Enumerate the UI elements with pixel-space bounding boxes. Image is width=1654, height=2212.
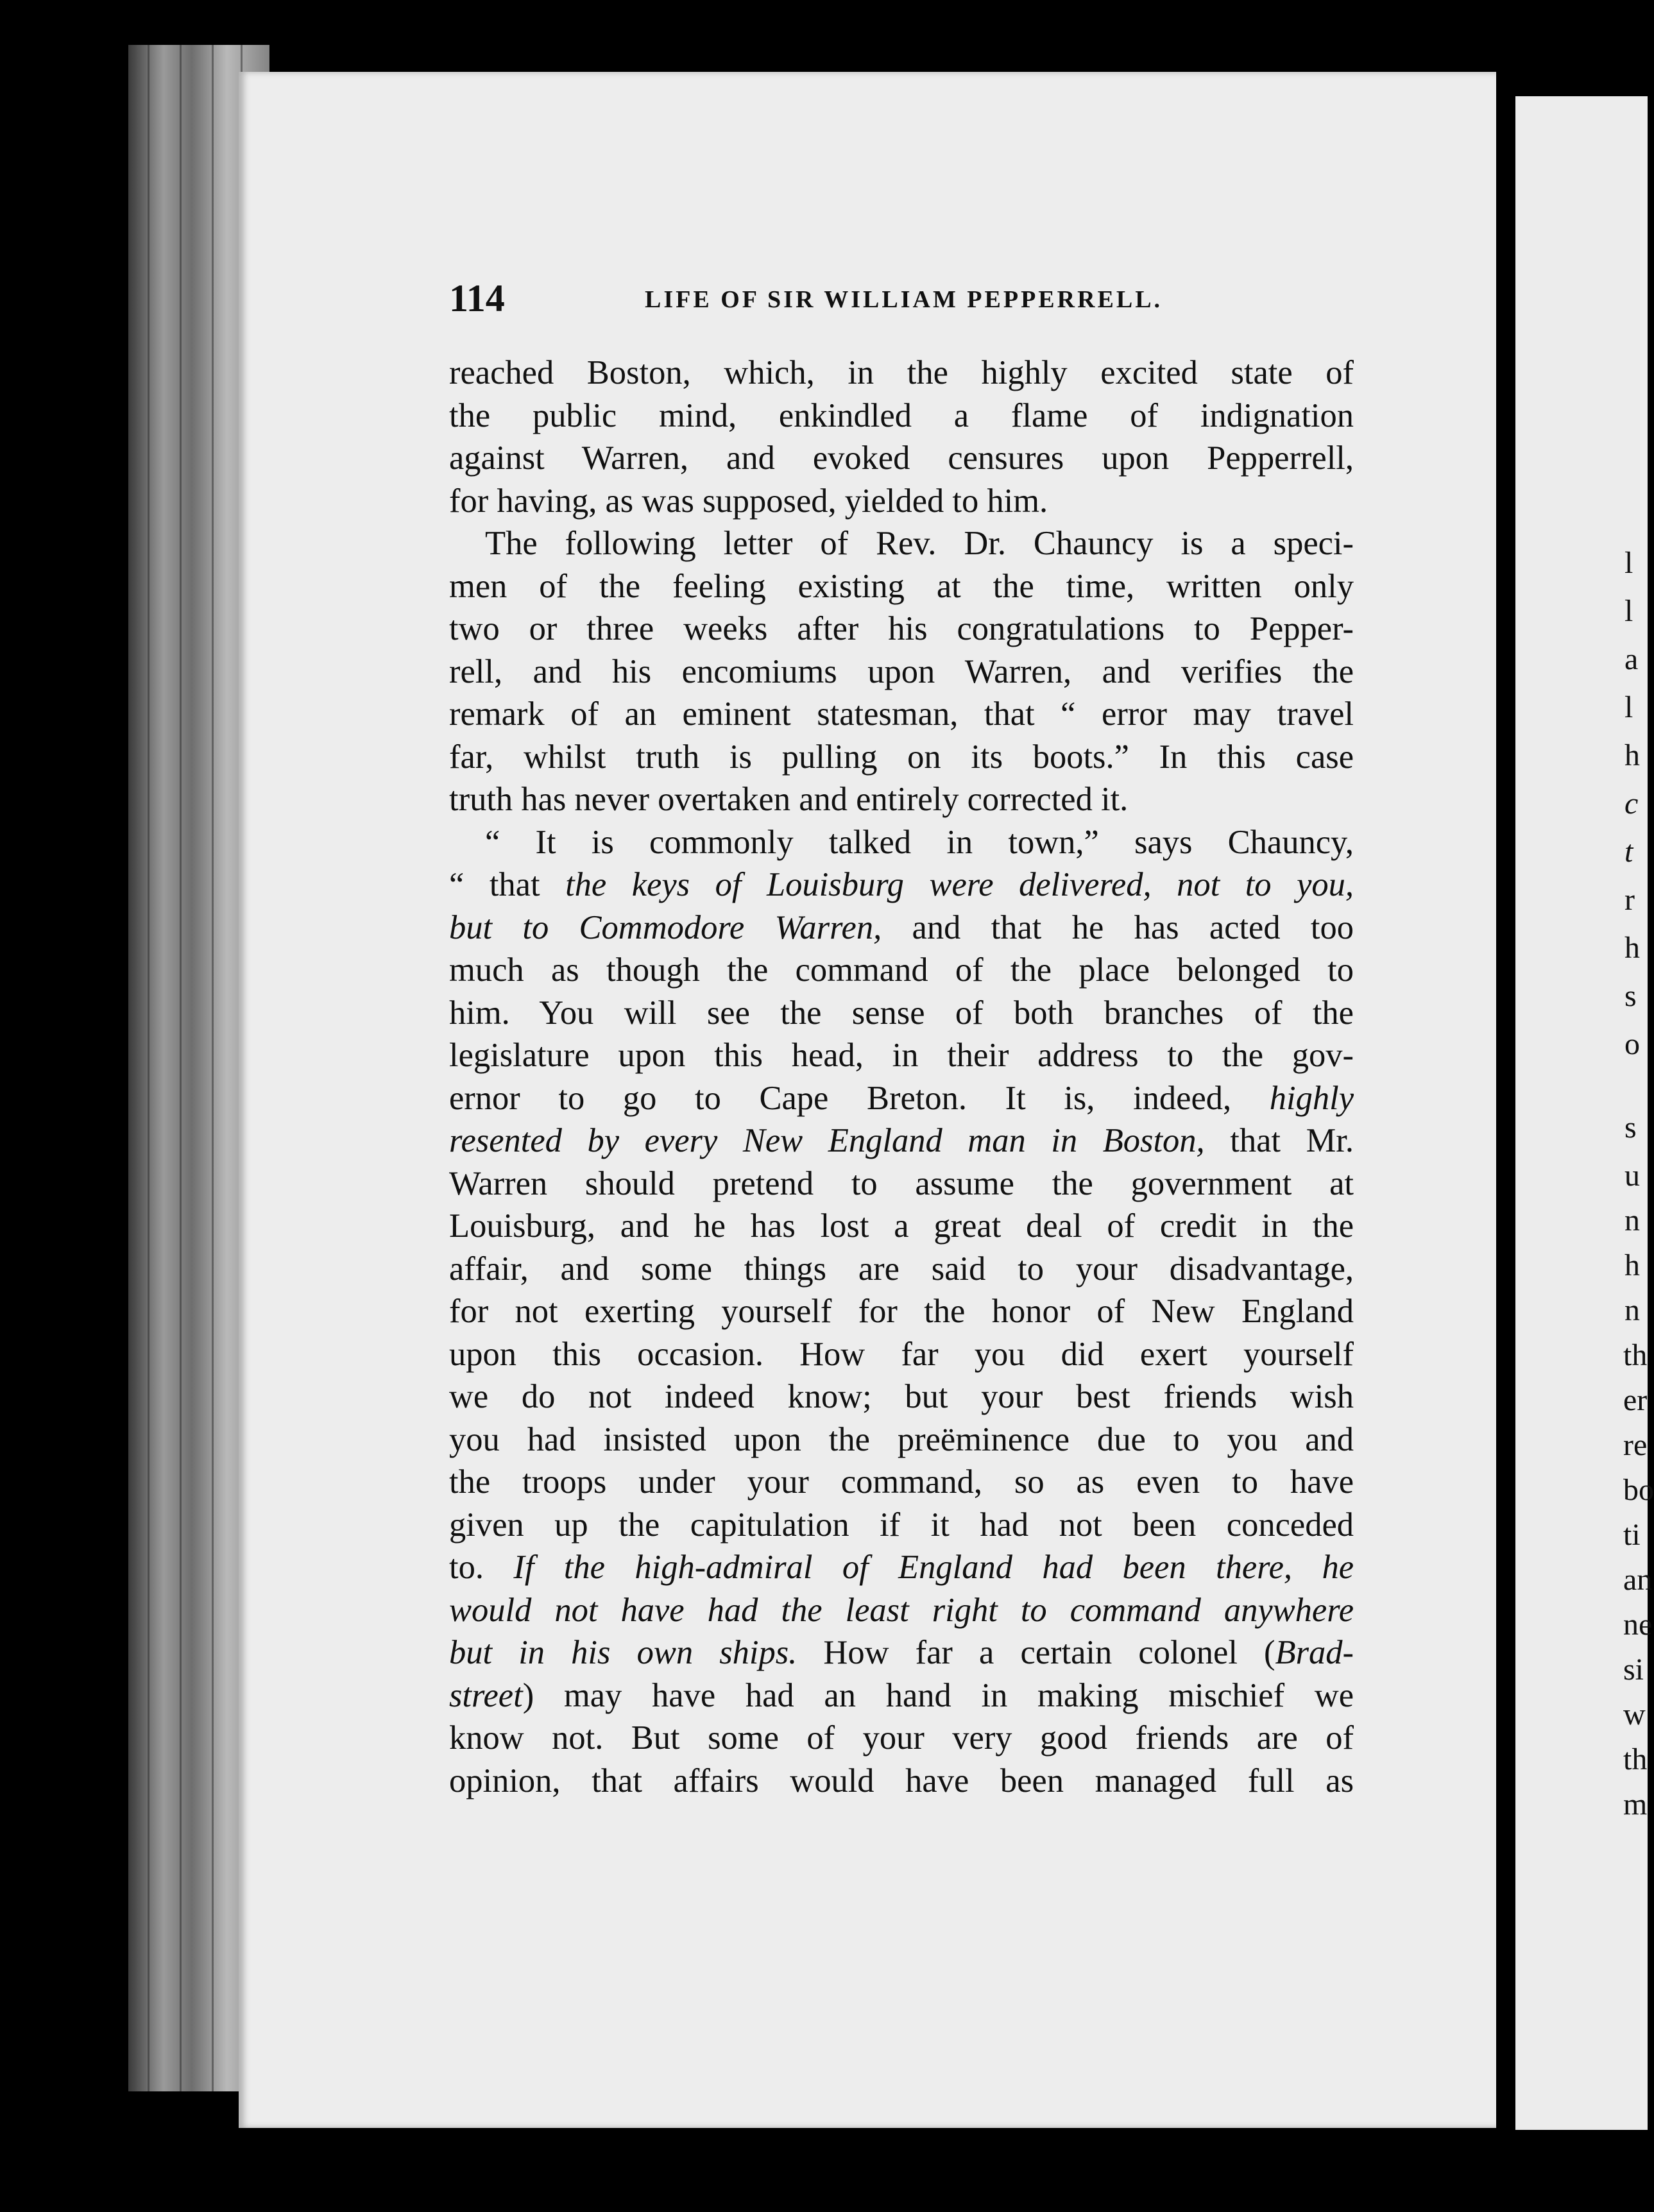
text-line <box>449 1504 1354 1547</box>
facing-page-letter: an <box>1623 1563 1653 1597</box>
text-run: ) may have had an hand in making mischief we <box>522 1676 1354 1714</box>
text-run: we do not indeed know; but your best friends wish <box>449 1378 1354 1415</box>
facing-page-letter: th <box>1623 1742 1648 1776</box>
text-line <box>449 522 1354 565</box>
text-run: reached Boston, which, in the highly excited state of <box>449 354 1354 391</box>
text-run: him. You will see the sense of both branches of the <box>449 994 1354 1032</box>
text-run: against Warren, and evoked censures upon Pepperrell, <box>449 439 1354 477</box>
text-run: know not. But some of your very good friends are of <box>449 1719 1354 1757</box>
facing-page-letter: ti <box>1623 1518 1641 1552</box>
text-line <box>449 480 1354 523</box>
facing-page-letter: m <box>1623 1787 1648 1821</box>
facing-page-letter: bo <box>1623 1473 1654 1507</box>
facing-page-letter: h <box>1624 1248 1640 1282</box>
text-line <box>449 1631 1354 1674</box>
facing-page-letter: l <box>1624 546 1633 580</box>
text-run-italic: but in his own ships. <box>449 1634 797 1671</box>
text-run: to. <box>449 1549 514 1586</box>
text-run: and that he has acted too <box>882 908 1354 946</box>
text-run: “ that <box>449 866 566 903</box>
facing-page-letter: r <box>1624 883 1635 917</box>
facing-page-letter: o <box>1624 1027 1640 1061</box>
facing-page-letter: ne <box>1623 1608 1653 1642</box>
text-line <box>449 395 1354 438</box>
text-line <box>449 437 1354 480</box>
text-run: legislature upon this head, in their address to the gov- <box>449 1037 1354 1074</box>
facing-page-letter: c <box>1624 787 1639 821</box>
text-run: men of the feeling existing at the time, written only <box>449 567 1354 605</box>
text-line <box>449 1290 1354 1333</box>
text-line <box>449 1034 1354 1077</box>
text-line <box>449 1461 1354 1504</box>
text-run: given up the capitulation if it had not been conceded <box>449 1506 1354 1544</box>
text-run: two or three weeks after his congratulations to Pepper- <box>449 610 1354 647</box>
facing-page-letter: l <box>1624 594 1633 628</box>
text-run-italic: would not have had the least right to command anywhere <box>449 1591 1354 1629</box>
text-run: affair, and some things are said to your disadvantage, <box>449 1250 1354 1288</box>
text-run: truth has never overtaken and entirely corrected it. <box>449 781 1129 818</box>
text-line <box>449 1205 1354 1248</box>
text-line <box>449 693 1354 736</box>
facing-page-letter: h <box>1624 931 1640 965</box>
facing-page-fragment <box>1515 96 1654 2130</box>
facing-page-letter: s <box>1624 1110 1637 1144</box>
text-line <box>449 1077 1354 1120</box>
text-run-italic: highly <box>1269 1079 1354 1117</box>
facing-page-letter: n <box>1624 1293 1640 1327</box>
text-line <box>449 565 1354 608</box>
running-title: LIFE OF SIR WILLIAM PEPPERRELL. <box>645 286 1163 313</box>
text-line <box>449 1248 1354 1291</box>
body-text <box>449 352 1354 1802</box>
facing-page-letter: t <box>1624 835 1633 869</box>
text-run: much as though the command of the place belonged to <box>449 951 1354 989</box>
text-run: for having, as was supposed, yielded to him. <box>449 482 1048 520</box>
text-run-italic: street <box>449 1676 523 1714</box>
text-run-italic: resented by every New England man in Boston, <box>449 1122 1205 1159</box>
page-number: 114 <box>449 277 505 319</box>
text-run-italic: Brad- <box>1275 1634 1354 1671</box>
text-line <box>449 352 1354 395</box>
facing-page-letter: h <box>1624 738 1640 772</box>
page-edge-line <box>180 45 182 2091</box>
text-line <box>449 1589 1354 1632</box>
facing-page-letter: th <box>1623 1338 1648 1372</box>
text-line <box>449 1717 1354 1760</box>
facing-page-letter: s <box>1624 979 1637 1013</box>
text-run: the troops under your command, so as even to have <box>449 1463 1354 1501</box>
page-edge-line <box>212 45 214 2091</box>
text-line <box>449 949 1354 992</box>
text-line <box>449 1162 1354 1205</box>
text-run-italic: but to Commodore Warren, <box>449 908 882 946</box>
text-run: rell, and his encomiums upon Warren, and verifies the <box>449 652 1354 690</box>
text-run: “ It is commonly talked in town,” says Chauncy, <box>485 823 1354 861</box>
text-run-italic: the keys of Louisburg were delivered, not to you, <box>565 866 1354 903</box>
text-run: upon this occasion. How far you did exert yourself <box>449 1335 1354 1373</box>
text-line <box>449 1375 1354 1418</box>
text-run: remark of an eminent statesman, that “ error may travel <box>449 695 1354 733</box>
text-line <box>449 1418 1354 1461</box>
text-run: ernor to go to Cape Breton. It is, indeed, <box>449 1079 1270 1117</box>
text-line <box>449 608 1354 651</box>
text-line <box>449 821 1354 864</box>
text-line <box>449 1119 1354 1162</box>
text-line <box>449 736 1354 779</box>
text-line <box>449 1546 1354 1589</box>
text-line <box>449 864 1354 906</box>
facing-page-letter: u <box>1624 1159 1640 1193</box>
text-run: The following letter of Rev. Dr. Chauncy is a speci- <box>485 525 1354 562</box>
text-run: opinion, that affairs would have been managed full as <box>449 1762 1354 1799</box>
facing-page-letter: l <box>1624 690 1633 724</box>
facing-page-letter: w <box>1623 1697 1646 1731</box>
text-line <box>449 992 1354 1035</box>
text-line <box>449 1333 1354 1376</box>
text-line <box>449 906 1354 949</box>
text-run: How far a certain colonel ( <box>797 1634 1275 1671</box>
page-edge-line <box>148 45 149 2091</box>
facing-page-letter: re <box>1623 1428 1648 1462</box>
text-run-italic: he <box>1292 1549 1354 1586</box>
text-run: the public mind, enkindled a flame of indignation <box>449 396 1354 434</box>
text-run: Louisburg, and he has lost a great deal of credit in the <box>449 1207 1354 1245</box>
facing-page-letter: a <box>1624 642 1639 676</box>
text-line <box>449 1674 1354 1717</box>
text-line <box>449 1760 1354 1803</box>
text-line <box>449 651 1354 693</box>
facing-page-letter: er <box>1623 1383 1648 1417</box>
facing-page-letter: n <box>1624 1204 1640 1238</box>
text-line <box>449 778 1354 821</box>
text-run: that Mr. <box>1204 1122 1354 1159</box>
facing-page-letter: si <box>1623 1653 1644 1687</box>
text-run: for not exerting yourself for the honor of New England <box>449 1293 1354 1330</box>
text-run: far, whilst truth is pulling on its boots.” In this case <box>449 738 1354 776</box>
text-run-italic: If the high-admiral of England had been there, <box>513 1549 1293 1586</box>
text-run: you had insisted upon the preëminence due to you and <box>449 1420 1354 1458</box>
text-run: Warren should pretend to assume the government at <box>449 1164 1354 1202</box>
